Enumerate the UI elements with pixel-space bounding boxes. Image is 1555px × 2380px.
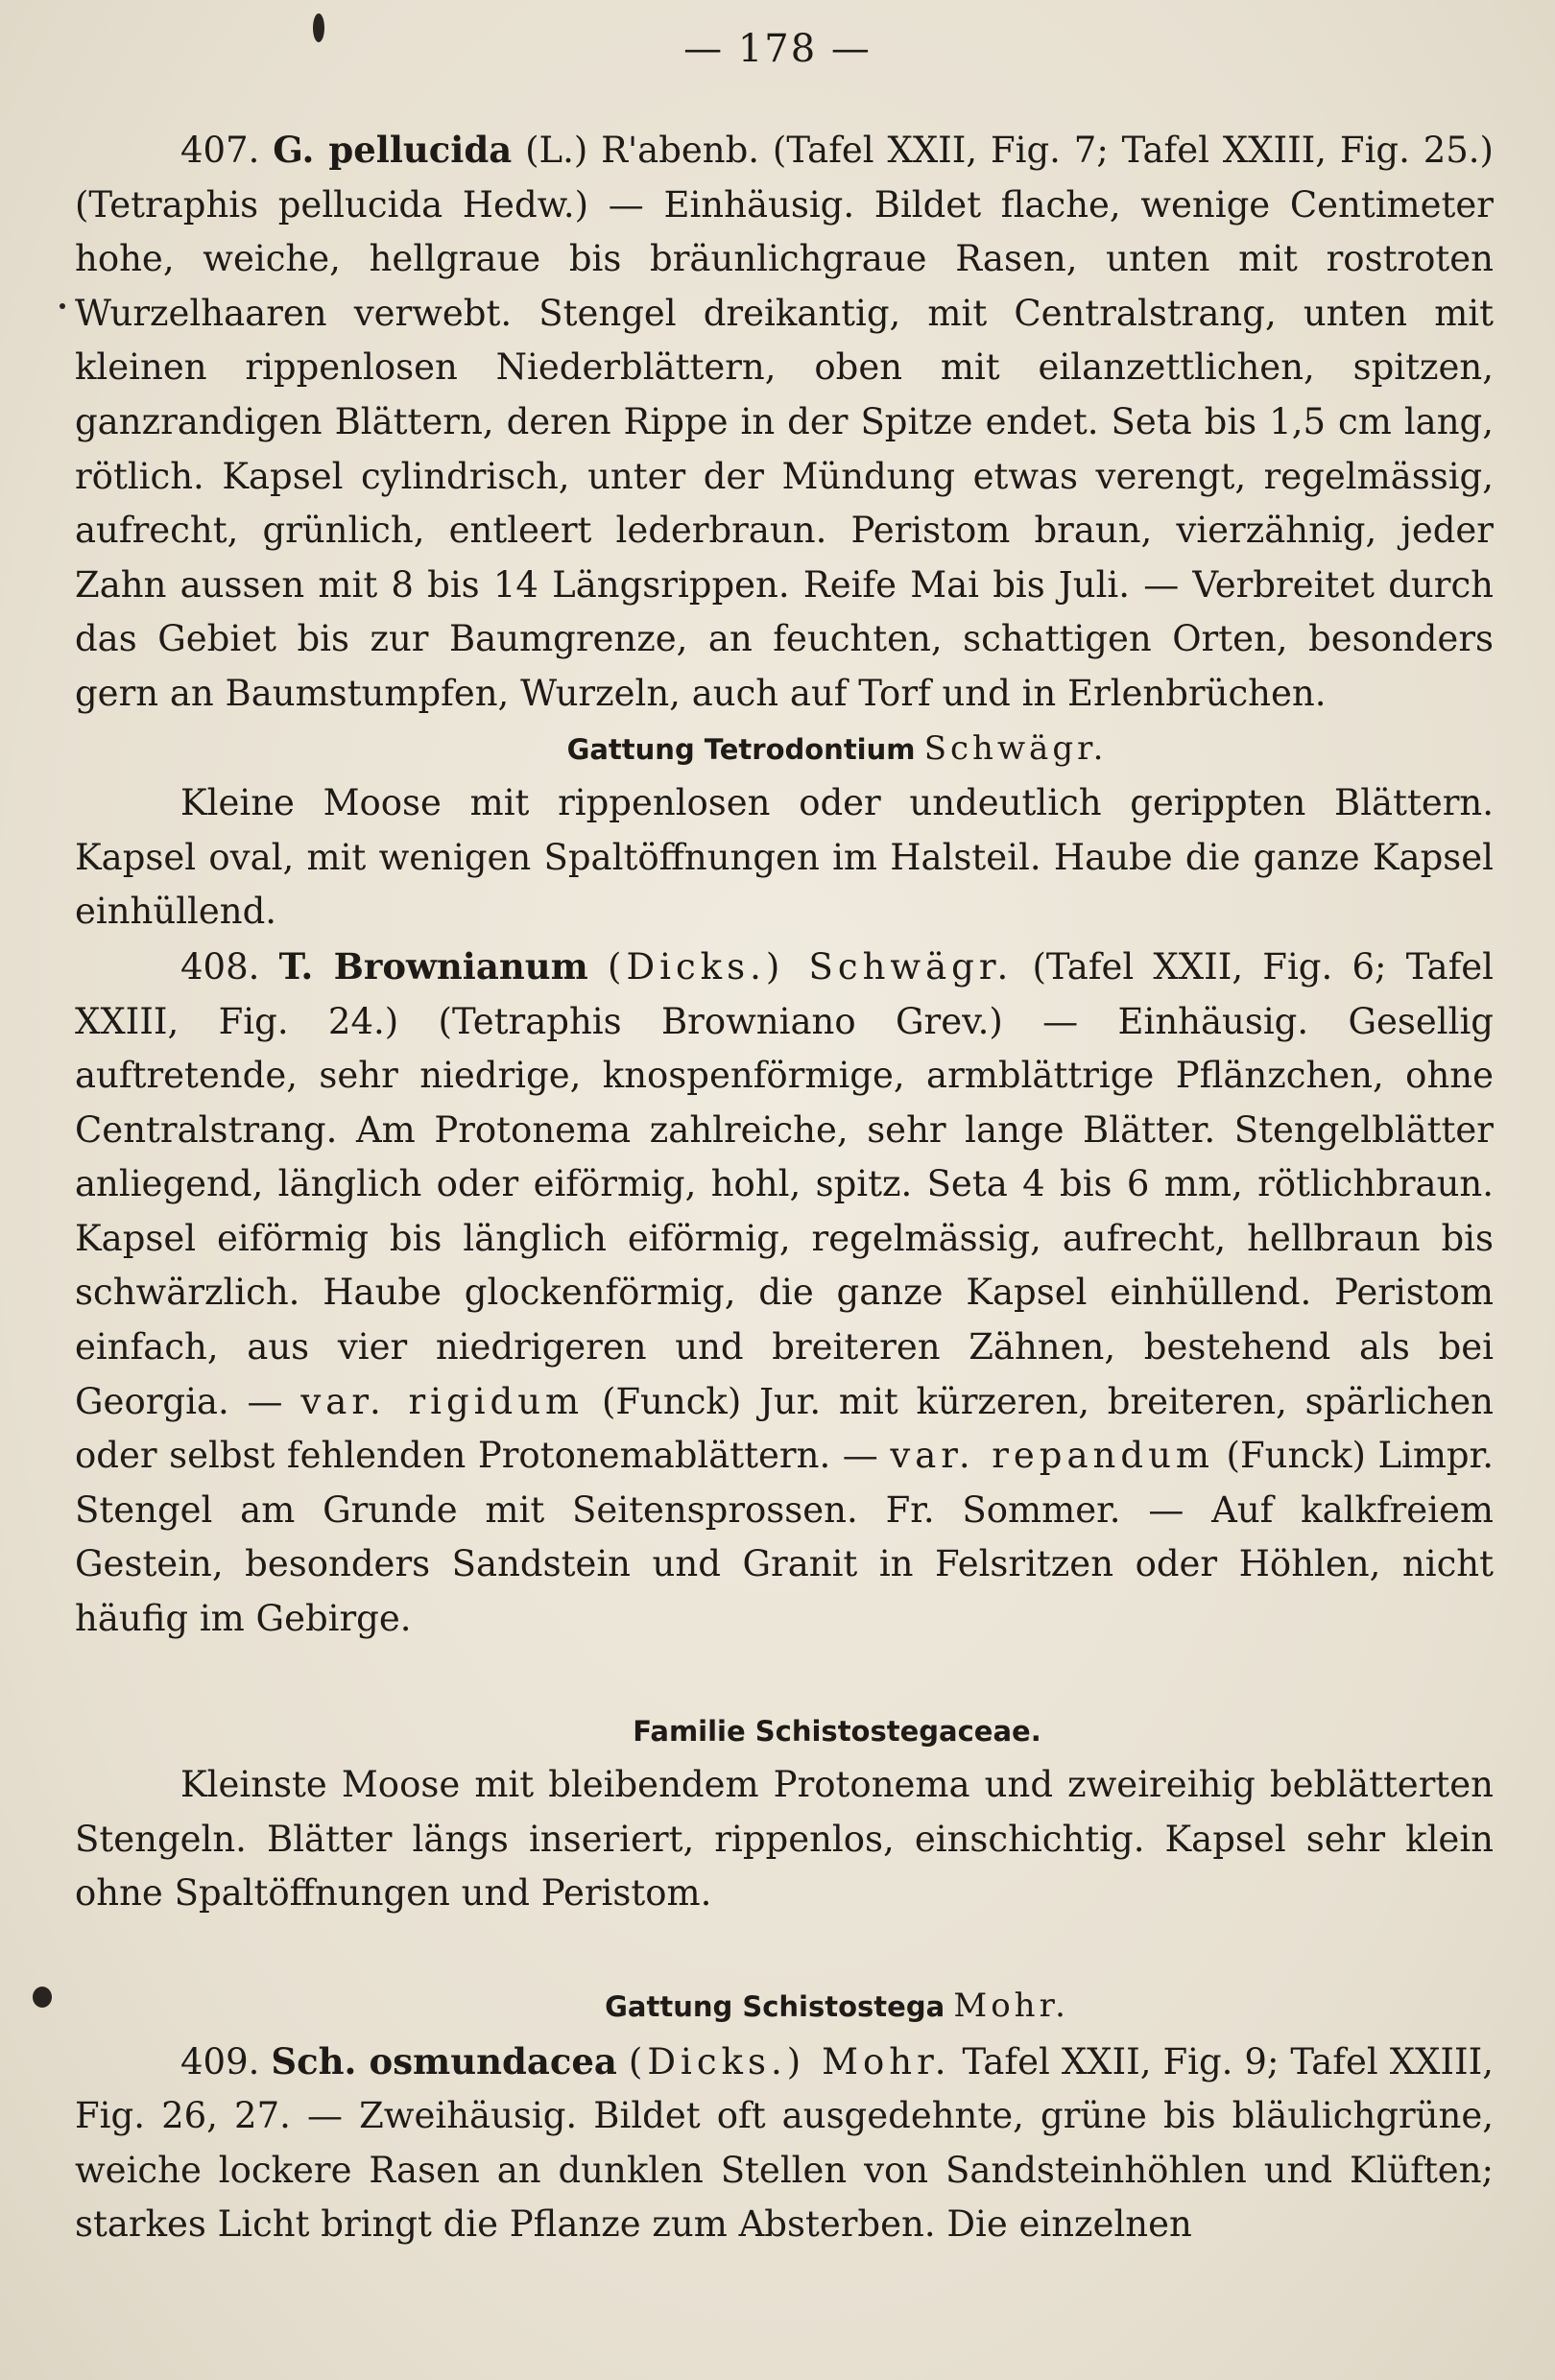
entry-number: 409. — [180, 2040, 260, 2082]
family-description: Kleinste Moose mit bleibendem Protonema und zweireihig beblätterten Stengeln. Blätter längs inseriert, rippenlos, einschichtig. Kapsel sehr klein ohne Spaltöffnungen und Peristom. — [75, 1764, 1494, 1915]
variety-label: var. rigidum — [300, 1380, 585, 1422]
family-heading: Familie Schistostegaceae. — [633, 1714, 1041, 1748]
entry-number: 407. — [180, 130, 260, 171]
genus-heading-schistostega — [75, 1979, 1494, 2035]
variety-label: var. repandum — [890, 1435, 1214, 1477]
entry-text: Tafel XXII, Fig. 9; Tafel XXIII, Fig. 26, 27. — Zweihäusig. Bildet oft ausgedehnte, grüne bis bläulichgrüne, weiche lockere Rasen an dunklen Stellen von Sandsteinhöhlen und Klüften; starkes Licht bringt die Pflanze zum Absterben. Die einzelnen — [75, 2040, 1495, 2246]
species-authority: (Dicks.) Schwägr. — [608, 945, 1014, 988]
genus-heading-tetrodontium — [75, 722, 1494, 777]
species-name: Sch. osmundacea — [271, 2039, 617, 2082]
genus-name: Gattung Tetrodontium — [566, 732, 916, 766]
entry-number: 408. — [180, 945, 260, 988]
species-authority: (L.) R'abenb. — [525, 130, 760, 171]
species-name: T. Brownianum — [278, 944, 588, 988]
page-number: — 178 — — [683, 27, 872, 71]
body-text — [75, 123, 1494, 2252]
entry-text: (Funck) Limpr. Stengel am Grunde mit Seitensprossen. Fr. Sommer. — Auf kalkfreiem Gestein, besonders Sandstein und Granit in Felsritzen oder Höhlen, nicht häufig im Gebirge. — [75, 1435, 1494, 1640]
species-authority: (Dicks.) Mohr. — [628, 2040, 951, 2082]
entry-408 — [75, 940, 1494, 1647]
ink-spot — [33, 1987, 52, 2008]
genus-authority: Schwägr. — [923, 728, 1108, 768]
genus-name: Gattung Schistostega — [605, 1990, 945, 2023]
genus-authority: Mohr. — [953, 1987, 1069, 2025]
entry-text: (Tafel XXII, Fig. 6; Tafel XXIII, Fig. 24.) (Tetraphis Browniano Grev.) — Einhäusig. Gesellig auftretende, sehr niedrige, knospenförmige, armblättrige Pflänzchen, ohne Centralstrang. Am Protonema zahlreiche, sehr lange Blätter. Stengelblätter anliegend, länglich oder eiförmig, hohl, spitz. Seta 4 bis 6 mm, rötlichbraun. Kapsel eiförmig bis länglich eiförmig, regelmässig, aufrecht, hellbraun bis schwärzlich. Haube glockenförmig, die ganze Kapsel einhüllend. Peristom einfach, aus vier niedrigeren und breiteren Zähnen, bestehend als bei Georgia. — — [75, 945, 1494, 1422]
entry-text: (Tafel XXII, Fig. 7; Tafel XXIII, Fig. 25.) (Tetraphis pellucida Hedw.) — Einhäusig. Bildet flache, wenige Centimeter hohe, weiche, hellgraue bis bräunlichgraue Rasen, unten mit rostroten Wurzelhaaren verwebt. Stengel dreikantig, mit Centralstrang, unten mit kleinen rippenlosen Niederblättern, oben mit eilanzettlichen, spitzen, ganzrandigen Blättern, deren Rippe in der Spitze endet. Seta bis 1,5 cm lang, rötlich. Kapsel cylindrisch, unter der Mündung etwas verengt, regelmässig, aufrecht, grünlich, entleert lederbraun. Peristom braun, vierzähnig, jeder Zahn aussen mit 8 bis 14 Längsrippen. Reife Mai bis Juli. — Verbreitet durch das Gebiet bis zur Baumgrenze, an feuchten, schattigen Orten, besonders gern an Baumstumpfen, Wurzeln, auch auf Torf und in Erlenbrüchen. — [75, 130, 1494, 714]
entry-409 — [75, 2035, 1494, 2252]
entry-407 — [75, 123, 1494, 722]
ink-spot — [60, 303, 65, 309]
genus-description: Kleine Moose mit rippenlosen oder undeutlich gerippten Blättern. Kapsel oval, mit wenigen Spaltöffnungen im Halsteil. Haube die ganze Kapsel einhüllend. — [75, 782, 1494, 933]
entry-text: (Funck) Jur. mit kürzeren, breiteren, spärlichen oder selbst fehlenden Protonemablättern. — — [75, 1380, 1494, 1477]
species-name: G. pellucida — [273, 129, 513, 171]
